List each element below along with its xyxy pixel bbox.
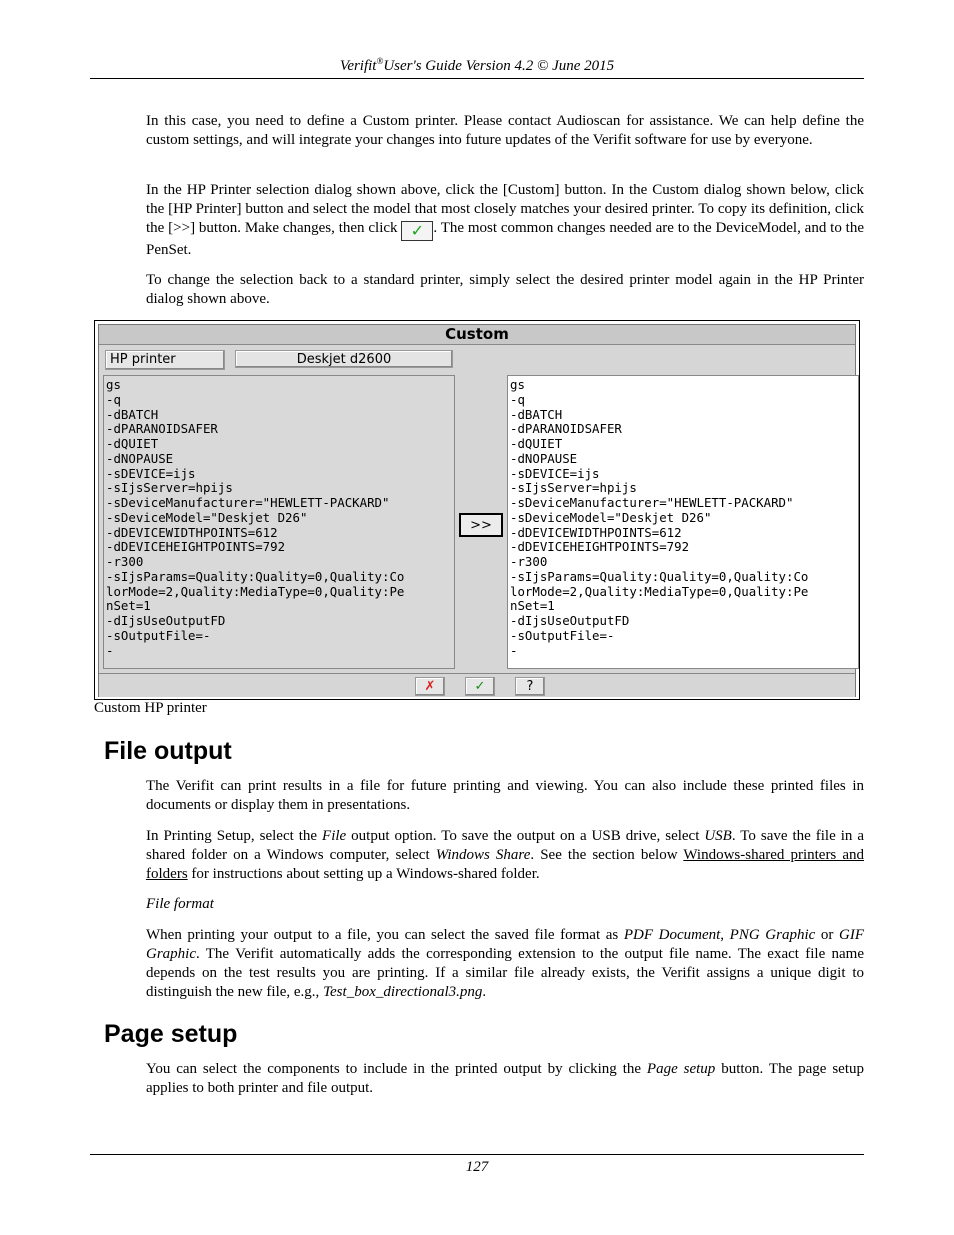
text-run: , — [720, 927, 730, 943]
header-text: User's Guide Version 4.2 © June 2015 — [383, 58, 615, 74]
pdf-format-name: PDF Document — [623, 927, 721, 943]
page-setup-button-name: Page setup — [646, 1061, 716, 1077]
text-run: . To save the file in a shared folder on a Windows computer, select — [146, 828, 864, 863]
intro-paragraph-2 — [146, 181, 864, 260]
file-option-name: File — [322, 828, 347, 844]
figure-caption: Custom HP printer — [94, 700, 207, 716]
header-rule — [90, 78, 864, 79]
section-heading-file-output: File output — [104, 737, 232, 765]
page-header — [90, 56, 864, 75]
text-run: or — [815, 927, 840, 943]
header-brand: Verifit — [339, 58, 377, 74]
footer-rule — [90, 1154, 864, 1155]
section-heading-page-setup: Page setup — [104, 1020, 238, 1048]
text-run: button. The page setup applies to both printer and file output. — [146, 1061, 865, 1096]
subheading-text: File format — [146, 896, 214, 912]
ok-button[interactable] — [465, 677, 495, 696]
page-number: 127 — [465, 1159, 489, 1175]
example-filename: Test_box_directional3.png — [323, 984, 483, 1000]
question-mark-icon: ? — [526, 679, 534, 694]
custom-definition-editor[interactable]: gs -q -dBATCH -dPARANOIDSAFER -dQUIET -dNOPAUSE -sDEVICE=ijs -sIjsServer=hpijs -sDeviceManufacturer="HEWLETT-PACKARD" -sDeviceModel="Deskjet D26" -dDEVICEWIDTHPOINTS=612 -dDEVICEHEIGHTPOINTS=792 -r300 -sIjsParams=Quality:Quality=0,Quality:Co lorMode=2,Quality:MediaType=0,Quality:Pe nSet=1 -dIjsUseOutputFD -sOutputFile=- - — [507, 375, 859, 669]
usb-option-name: USB — [704, 828, 732, 844]
intro-paragraph-3: To change the selection back to a standard printer, simply select the desired printer model again in the HP Printer dialog shown above. — [146, 272, 864, 307]
hp-printer-button[interactable]: HP printer — [105, 350, 225, 370]
dialog-button-bar — [99, 673, 855, 697]
text-run: . See the section below — [530, 847, 684, 863]
cancel-button[interactable] — [415, 677, 445, 696]
source-definition-text: gs -q -dBATCH -dPARANOIDSAFER -dQUIET -dNOPAUSE -sDEVICE=ijs -sIjsServer=hpijs -sDeviceManufacturer="HEWLETT-PACKARD" -sDeviceModel="Deskjet D26" -dDEVICEWIDTHPOINTS=612 -dDEVICEHEIGHTPOINTS=792 -r300 -sIjsParams=Quality:Quality=0,Quality:Co lorMode=2,Quality:MediaType=0,Quality:Pe nSet=1 -dIjsUseOutputFD -sOutputFile=- - — [103, 375, 455, 669]
windows-share-option-name: Windows Share — [435, 847, 531, 863]
checkmark-icon: ✓ — [474, 679, 486, 694]
page-setup-paragraph — [146, 1060, 864, 1098]
custom-dialog — [94, 320, 860, 700]
help-button[interactable] — [515, 677, 545, 696]
text-run: output option. To save the output on a USB drive, select — [346, 828, 705, 844]
text-run: In Printing Setup, select the — [146, 828, 323, 844]
custom-dialog-body — [98, 324, 856, 697]
checkmark-icon: ✓ — [401, 221, 433, 241]
intro-paragraph-1: In this case, you need to define a Custom printer. Please contact Audioscan for assistance. We can help define the custom settings, and will integrate your changes into future updates of the Verifit software for use by everyone. — [146, 113, 864, 148]
file-output-paragraph-2 — [146, 827, 864, 884]
text-run: . The Verifit automatically adds the corresponding extension to the output file name. The exact file name depends on the test results you are printing. If a similar file already exists, the Verifit assigns a unique digit to distinguish the new file, e.g., — [146, 946, 864, 1000]
text-run: When printing your output to a file, you can select the saved file format as — [146, 927, 624, 943]
text-run: You can select the components to include in the printed output by clicking the — [146, 1061, 647, 1077]
file-output-paragraph-3 — [146, 926, 864, 1002]
printer-model-field[interactable]: Deskjet d2600 — [235, 350, 453, 368]
intro-p2-text-b: . The most common changes needed are to the DeviceModel, and to the PenSet. — [146, 220, 864, 258]
intro-p2-text-a: In the HP Printer selection dialog shown above, click the [Custom] button. In the Custom dialog shown below, click the [HP Printer] button and select the model that most closely matches your desired printer. To copy its definition, click the [>>] button. Make changes, then click — [146, 182, 864, 236]
file-output-paragraph-1: The Verifit can print results in a file for future printing and viewing. You can also include these printed files in documents or display them in presentations. — [146, 778, 864, 813]
text-run: for instructions about setting up a Windows-shared folder. — [187, 866, 540, 882]
text-run: . — [482, 984, 487, 1000]
copy-definition-button[interactable]: >> — [459, 513, 503, 537]
file-format-subheading — [146, 895, 864, 914]
dialog-title: Custom — [99, 325, 855, 345]
windows-shared-link[interactable]: Windows-shared printers and folders — [146, 847, 865, 882]
registered-mark: ® — [376, 56, 384, 66]
gif-format-name: GIF Graphic — [146, 927, 865, 962]
cancel-x-icon: ✗ — [424, 679, 436, 694]
png-format-name: PNG Graphic — [729, 927, 816, 943]
